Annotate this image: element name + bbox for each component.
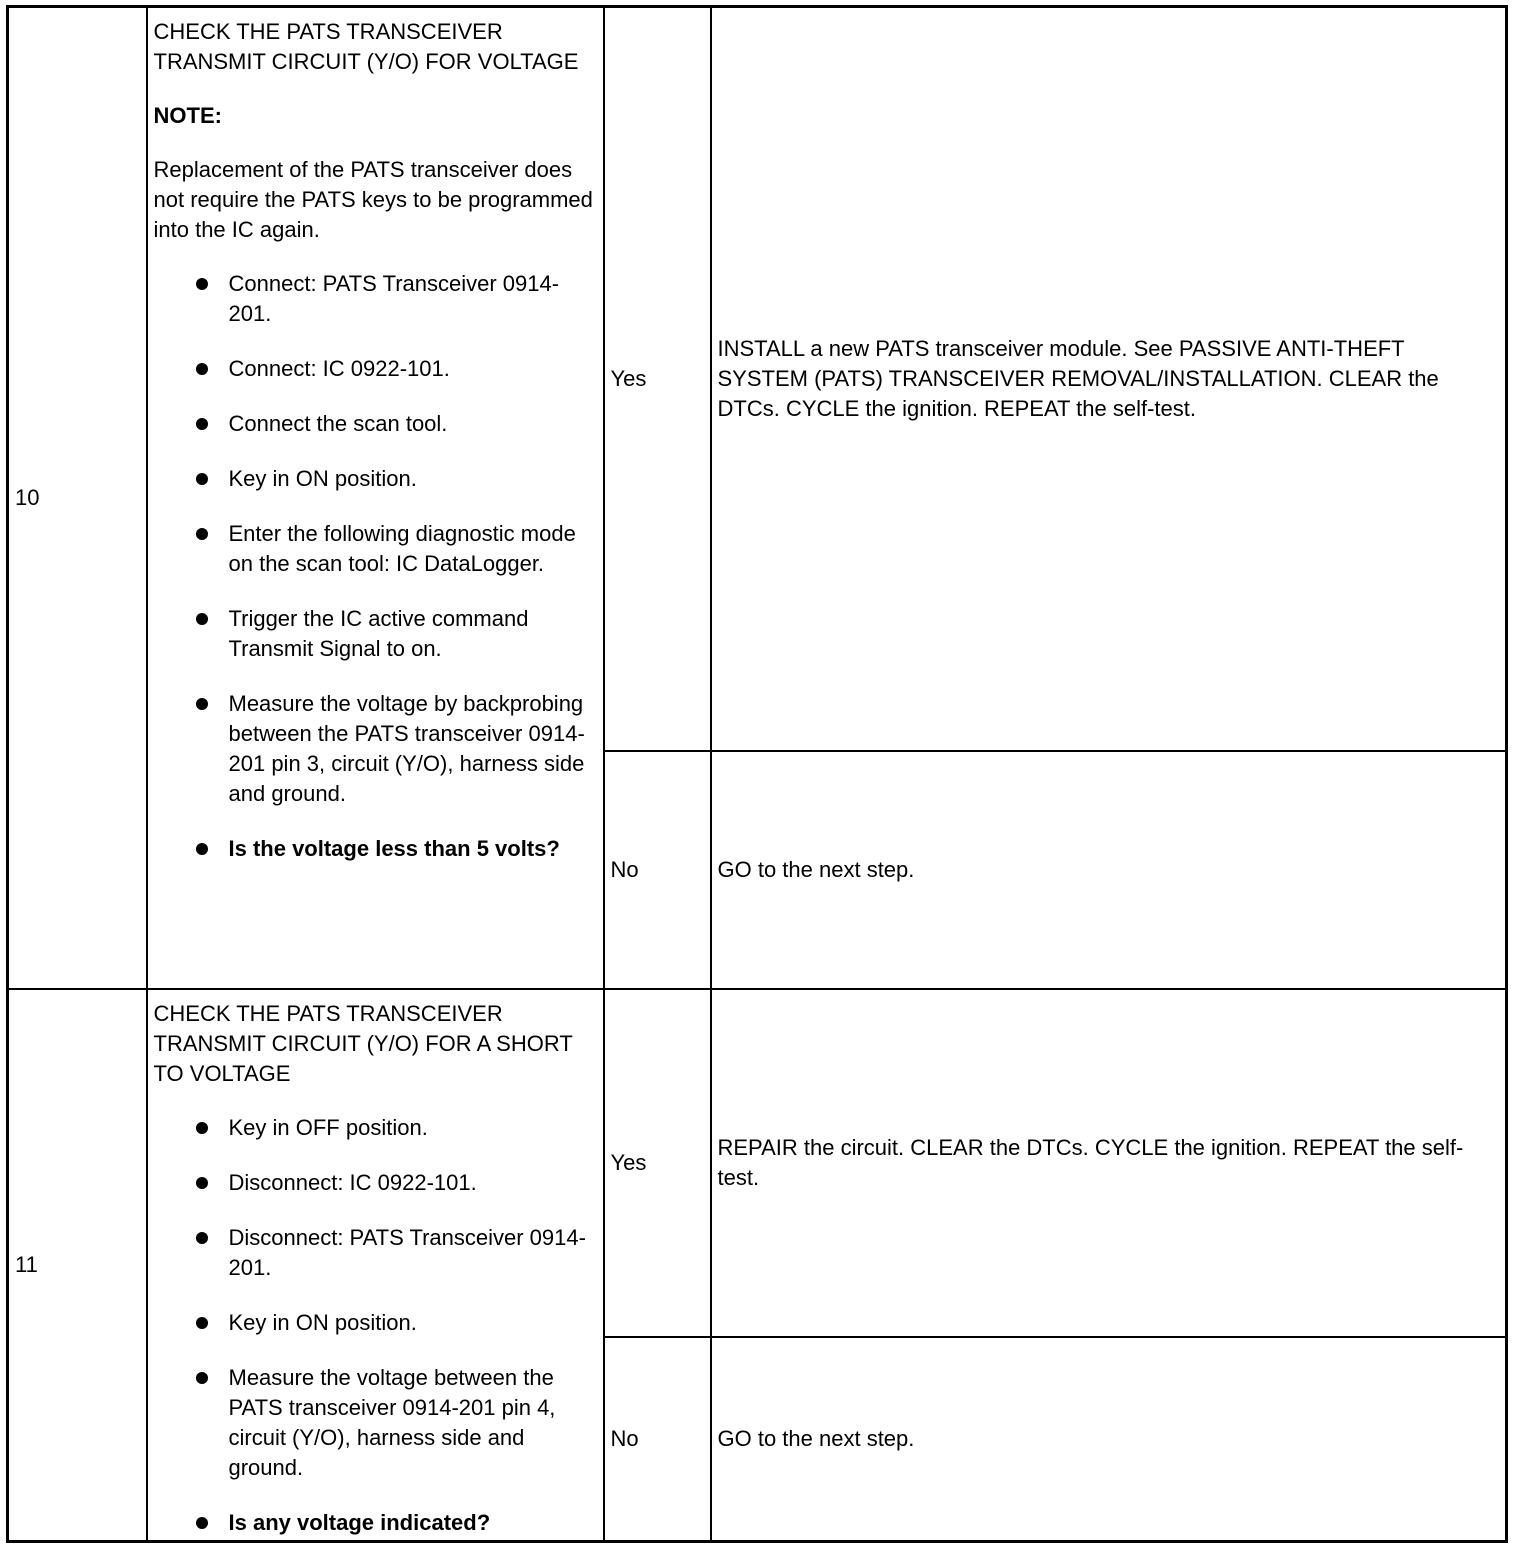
- step-row-yes: [8, 989, 1507, 1337]
- question-item: Is the voltage less than 5 volts?: [154, 834, 597, 864]
- list-item: Measure the voltage by backprobing between the PATS transceiver 0914-201 pin 3, circuit (Y/O), harness side and ground.: [154, 689, 597, 809]
- bullet-dot-icon: [196, 1372, 208, 1384]
- step-action: [147, 7, 604, 990]
- result-yes: REPAIR the circuit. CLEAR the DTCs. CYCLE the ignition. REPEAT the self-test.: [711, 989, 1507, 1337]
- step-row-yes: [8, 7, 1507, 751]
- result-yes: INSTALL a new PATS transceiver module. See PASSIVE ANTI-THEFT SYSTEM (PATS) TRANSCEIVER REMOVAL/INSTALLATION. CLEAR the DTCs. CYCLE the ignition. REPEAT the self-test.: [711, 7, 1507, 751]
- step-bullets: [154, 1113, 597, 1538]
- note-label: NOTE:: [153, 103, 222, 128]
- step-action: [147, 989, 604, 1541]
- step-number: 11: [8, 989, 147, 1541]
- bullet-dot-icon: [196, 1517, 208, 1529]
- question-item: Is any voltage indicated?: [154, 1508, 597, 1538]
- bullet-dot-icon: [196, 843, 208, 855]
- list-item: Measure the voltage between the PATS transceiver 0914-201 pin 4, circuit (Y/O), harness side and ground.: [154, 1363, 597, 1483]
- step-bullets: [154, 269, 597, 864]
- diagnostic-table: [6, 5, 1508, 1543]
- bullet-dot-icon: [196, 1122, 208, 1134]
- bullet-dot-icon: [196, 1177, 208, 1189]
- result-no: GO to the next step.: [711, 1337, 1507, 1541]
- bullet-dot-icon: [196, 528, 208, 540]
- note-text: Replacement of the PATS transceiver does not require the PATS keys to be programmed into the IC again.: [153, 157, 593, 242]
- list-item: Key in ON position.: [154, 464, 597, 494]
- answer-yes: Yes: [604, 7, 711, 751]
- step-heading: CHECK THE PATS TRANSCEIVER TRANSMIT CIRCUIT (Y/O) FOR A SHORT TO VOLTAGE: [153, 1001, 573, 1087]
- bullet-dot-icon: [196, 278, 208, 290]
- step-number: 10: [8, 7, 147, 990]
- bullet-dot-icon: [196, 613, 208, 625]
- bullet-dot-icon: [196, 418, 208, 430]
- bullet-dot-icon: [196, 698, 208, 710]
- bullet-dot-icon: [196, 1317, 208, 1329]
- bullet-dot-icon: [196, 363, 208, 375]
- answer-yes: Yes: [604, 989, 711, 1337]
- step-heading: CHECK THE PATS TRANSCEIVER TRANSMIT CIRCUIT (Y/O) FOR VOLTAGE: [153, 19, 579, 74]
- result-no: GO to the next step.: [711, 751, 1507, 989]
- list-item: Connect: IC 0922-101.: [154, 354, 597, 384]
- list-item: Trigger the IC active command Transmit Signal to on.: [154, 604, 597, 664]
- list-item: Disconnect: PATS Transceiver 0914-201.: [154, 1223, 597, 1283]
- bullet-dot-icon: [196, 1232, 208, 1244]
- answer-no: No: [604, 1337, 711, 1541]
- list-item: Connect: PATS Transceiver 0914-201.: [154, 269, 597, 329]
- list-item: Key in ON position.: [154, 1308, 597, 1338]
- list-item: Disconnect: IC 0922-101.: [154, 1168, 597, 1198]
- list-item: Connect the scan tool.: [154, 409, 597, 439]
- bullet-dot-icon: [196, 473, 208, 485]
- list-item: Enter the following diagnostic mode on the scan tool: IC DataLogger.: [154, 519, 597, 579]
- list-item: Key in OFF position.: [154, 1113, 597, 1143]
- answer-no: No: [604, 751, 711, 989]
